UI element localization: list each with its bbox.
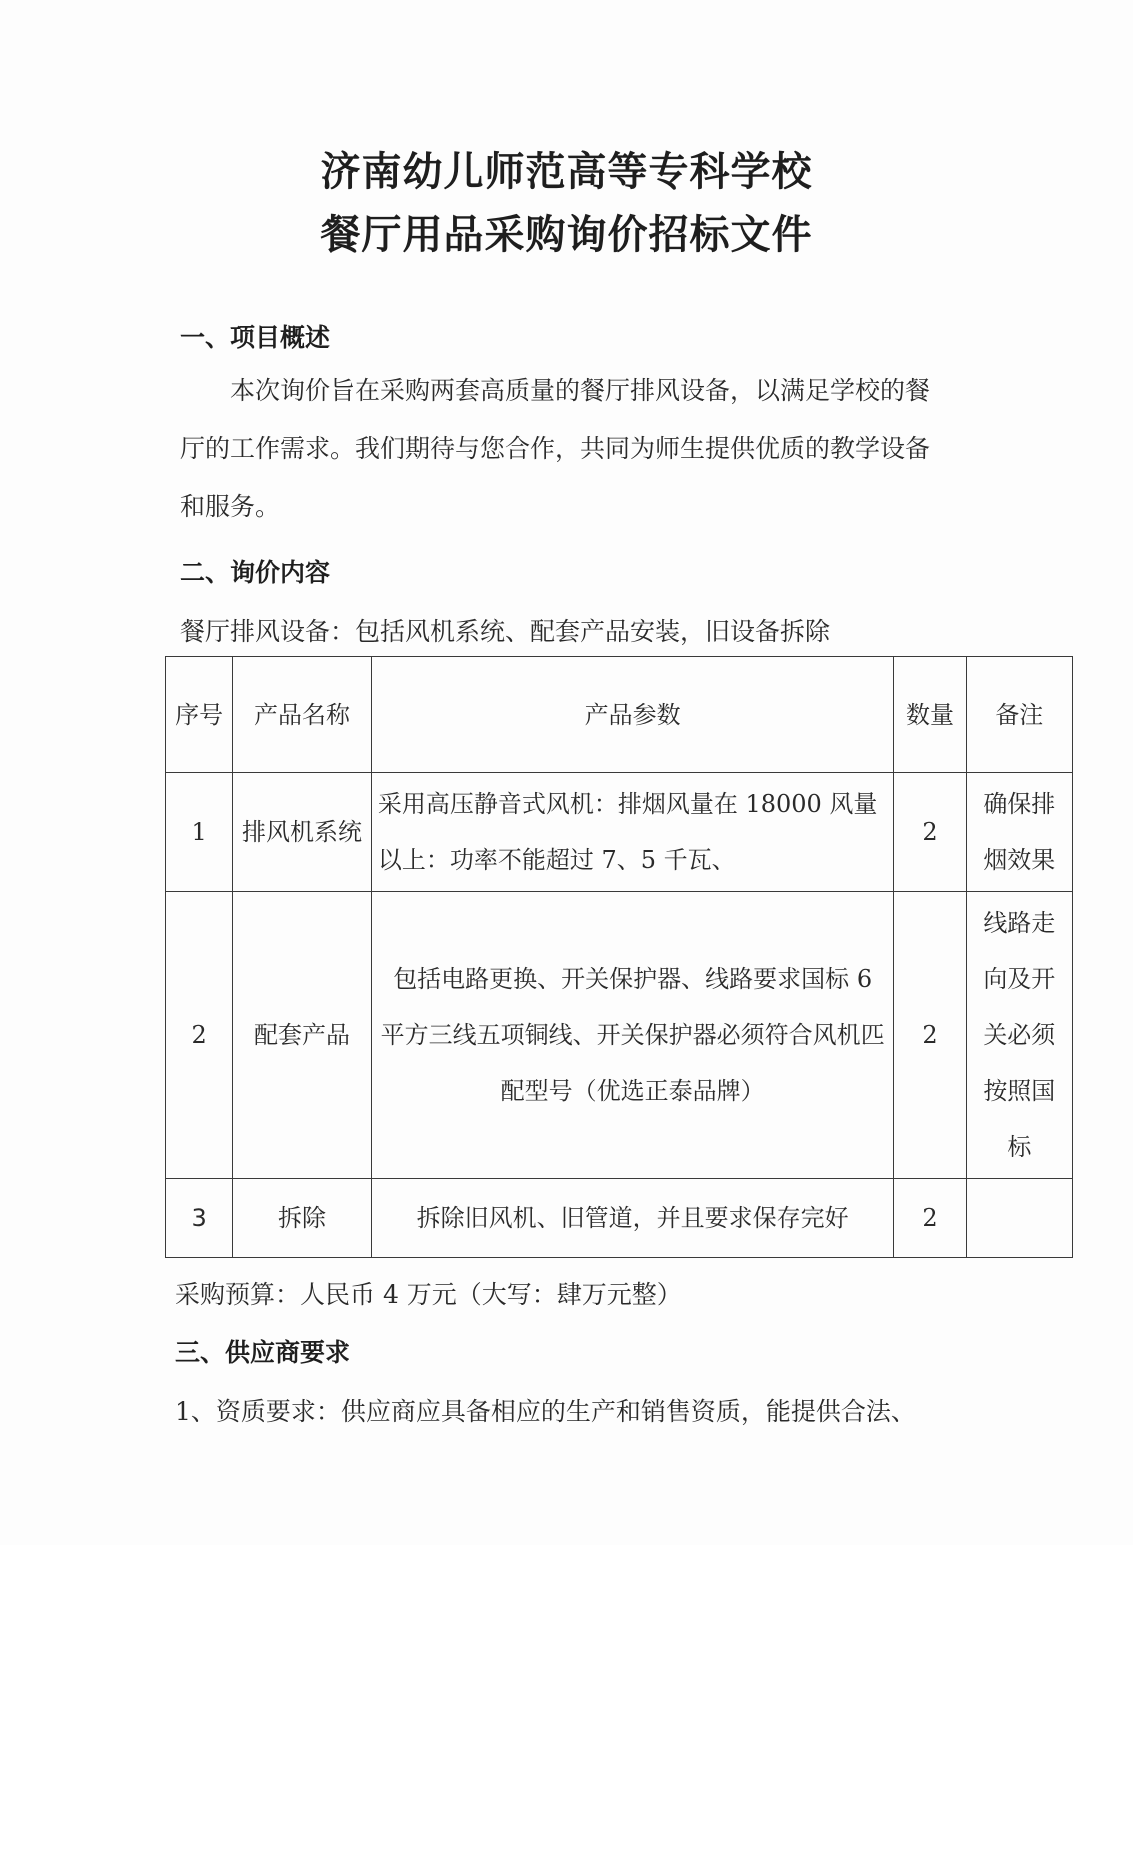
row3-name: 拆除 [233,1179,372,1258]
row2-qty: 2 [894,892,966,1179]
row2-note: 线路走向及开关必须按照国标 [966,892,1072,1179]
row1-name: 排风机系统 [233,773,372,892]
row1-qty: 2 [894,773,966,892]
section1-body-line3: 和服务。 [180,492,281,521]
row2-name: 配套产品 [233,892,372,1179]
row3-note [966,1179,1072,1258]
budget-line: 采购预算：人民币 4 万元（大写：肆万元整） [175,1280,682,1309]
table-row [166,892,1073,1179]
document-title-line2: 餐厅用品采购询价招标文件 [320,212,813,258]
section2-heading: 二、询价内容 [180,558,331,587]
section3-item1: 1、资质要求：供应商应具备相应的生产和销售资质，能提供合法、 [175,1397,916,1426]
row2-params: 包括电路更换、开关保护器、线路要求国标 6 平方三线五项铜线、开关保护器必须符合风机匹配型号（优选正泰品牌） [371,892,894,1179]
table-row [166,773,1073,892]
section1-heading: 一、项目概述 [180,323,331,352]
row3-no: 3 [166,1179,233,1258]
row1-no: 1 [166,773,233,892]
procurement-table [165,656,1073,1258]
section3-heading: 三、供应商要求 [175,1338,351,1367]
row1-note: 确保排烟效果 [966,773,1072,892]
row2-no: 2 [166,892,233,1179]
header-params: 产品参数 [371,657,894,773]
header-note: 备注 [966,657,1072,773]
header-no: 序号 [166,657,233,773]
section1-body-line1: 本次询价旨在采购两套高质量的餐厅排风设备，以满足学校的餐 [230,376,931,405]
section1-body-line2: 厅的工作需求。我们期待与您合作，共同为师生提供优质的教学设备 [180,434,931,463]
header-name: 产品名称 [233,657,372,773]
document-title-line1: 济南幼儿师范高等专科学校 [320,149,813,195]
row1-params: 采用高压静音式风机：排烟风量在 18000 风量以上：功率不能超过 7、5 千瓦、 [371,773,894,892]
row3-qty: 2 [894,1179,966,1258]
section2-intro: 餐厅排风设备：包括风机系统、配套产品安装，旧设备拆除 [180,617,831,646]
section1-body [180,362,960,536]
table-header-row [166,657,1073,773]
table-row [166,1179,1073,1258]
header-qty: 数量 [894,657,966,773]
row3-params: 拆除旧风机、旧管道，并且要求保存完好 [371,1179,894,1258]
